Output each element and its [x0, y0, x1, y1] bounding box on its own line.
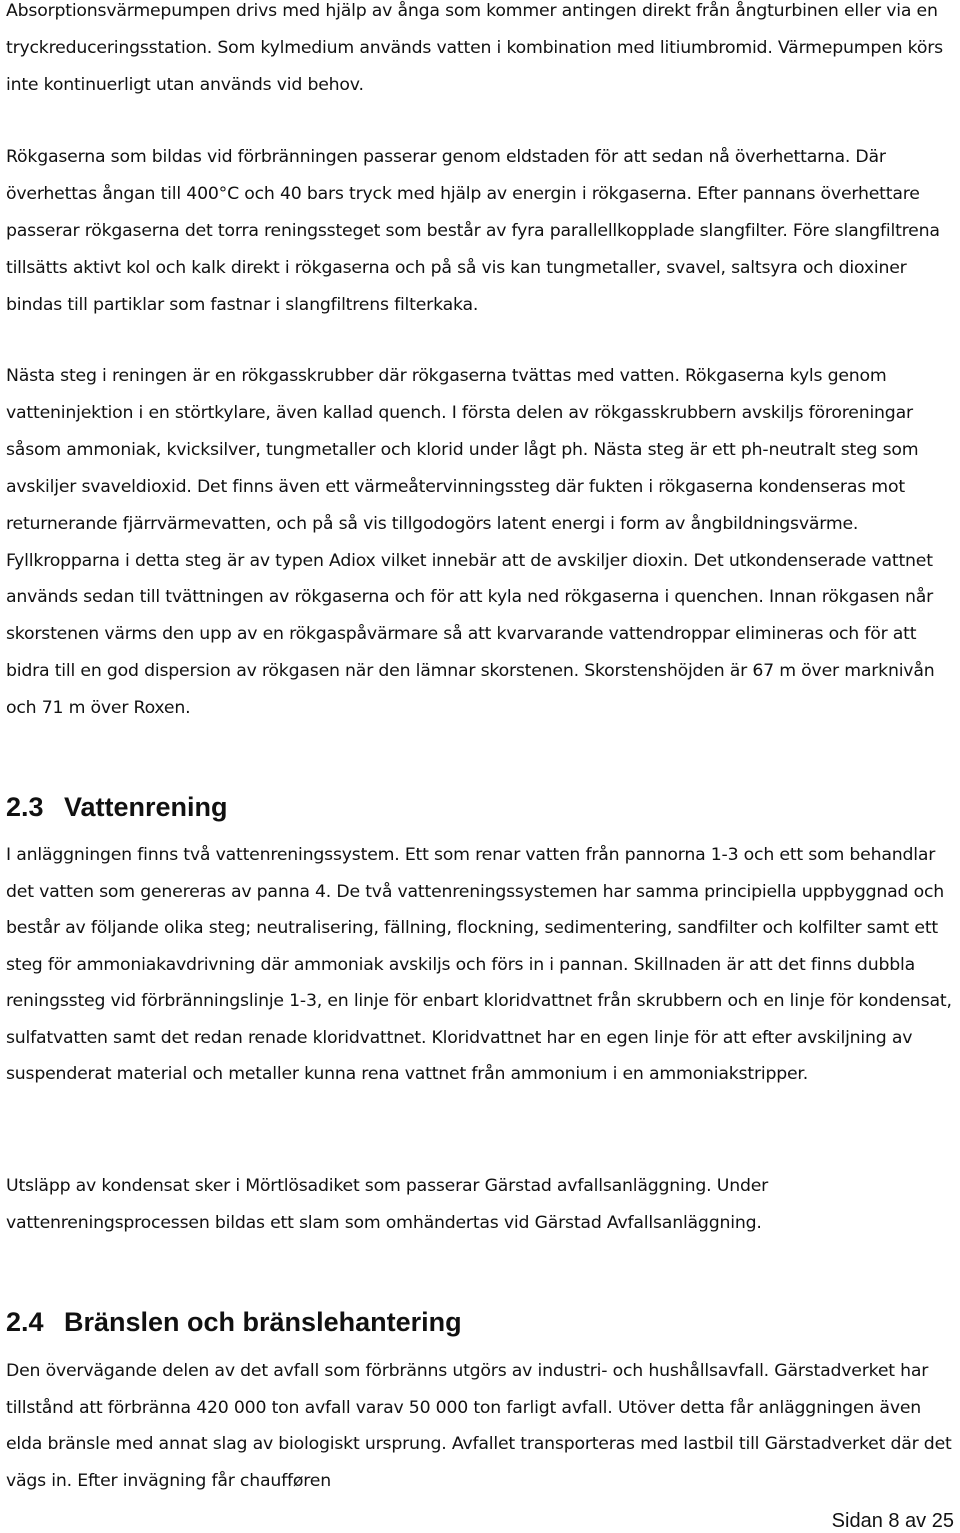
paragraph-fuel-handling: Den övervägande delen av det avfall som förbränns utgörs av industri- och hushållsavfall. Gärstadverket har tillstånd att förbränna 420 000 ton avfall varav 50 000 ton farligt avfall. Utöver detta får anläggningen även elda bränsle med annat slag av biologiskt ursprung. Avfallet transporteras med lastbil till Gärstadverket där det vägs in. Efter invägning får chaufføren [6, 1361, 952, 1491]
intro-paragraph-heat-pump: Absorptionsvärmepumpen drivs med hjälp av ånga som kommer antingen direkt från ångturbinen eller via en tryckreduceringsstation. Som kylmedium används vatten i kombination med litiumbromid. Värmepumpen körs inte kontinuerligt utan används vid behov. [6, 1, 943, 95]
page-number-footer: Sidan 8 av 25 [831, 1510, 954, 1532]
paragraph-condensate-discharge: Utsläpp av kondensat sker i Mörtlösadiket som passerar Gärstad avfallsanläggning. Under vattenreningsprocessen bildas ett slam som omhändertas vid Gärstad Avfallsanläggning. [6, 1176, 769, 1233]
section-title: Vattenrening [64, 792, 228, 822]
section-number: 2.4 [6, 1307, 44, 1337]
section-heading-2-4 [6, 1306, 462, 1338]
paragraph-water-treatment-systems: I anläggningen finns två vattenreningssystem. Ett som renar vatten från pannorna 1-3 och ett som behandlar det vatten som genereras av panna 4. De två vattenreningssystemen har samma principiella uppbyggnad och består av följande olika steg; neutralisering, fällning, flockning, sedimentering, sandfilter och kolfilter samt ett steg för ammoniakavdrivning där ammoniak avskiljs och förs in i pannan. Skillnaden är att det finns dubbla reningssteg vid förbränningslinje 1-3, en linje för enbart kloridvattnet från skrubbern och en linje för kondensat, sulfatvatten samt det redan renade kloridvattnet. Kloridvattnet har en egen linje för att efter avskiljning av suspenderat material och metaller kunna rena vattnet från ammonium i en ammoniakstripper. [6, 845, 952, 1084]
section-heading-2-3 [6, 791, 228, 823]
paragraph-flue-gas-filters: Rökgaserna som bildas vid förbränningen passerar genom eldstaden för att sedan nå överhettarna. Där överhettas ångan till 400°C och 40 bars tryck med hjälp av energin i rökgaserna. Efter pannans överhettare passerar rökgaserna det torra reningssteget som består av fyra parallellkopplade slangfilter. Före slangfiltrena tillsätts aktivt kol och kalk direkt i rökgaserna och på så vis kan tungmetaller, svavel, saltsyra och dioxiner bindas till partiklar som fastnar i slangfiltrens filterkaka. [6, 147, 940, 315]
paragraph-flue-gas-scrubber: Nästa steg i reningen är en rökgasskrubber där rökgaserna tvättas med vatten. Rökgaserna kyls genom vatteninjektion i en störtkylare, även kallad quench. I första delen av rökgasskrubbern avskiljs föroreningar såsom ammoniak, kvicksilver, tungmetaller och klorid under lågt ph. Nästa steg är ett ph-neutralt steg som avskiljer svaveldioxid. Det finns även ett värmeåtervinningssteg där fukten i rökgaserna kondenseras mot returnerande fjärrvärmevatten, och på så vis tillgodogörs latent energi i form av ångbildningsvärme. Fyllkropparna i detta steg är av typen Adiox vilket innebär att de avskiljer dioxin. Det utkondenserade vattnet används sedan till tvättningen av rökgaserna och för att kyla ned rökgaserna i quenchen. Innan rökgasen når skorstenen värms den upp av en rökgaspåvärmare så att kvarvarande vattendroppar elimineras och för att bidra till en god dispersion av rökgasen när den lämnar skorstenen. Skorstenshöjden är 67 m över marknivån och 71 m över Roxen. [6, 366, 935, 719]
section-number: 2.3 [6, 792, 44, 822]
section-title: Bränslen och bränslehantering [64, 1307, 462, 1337]
